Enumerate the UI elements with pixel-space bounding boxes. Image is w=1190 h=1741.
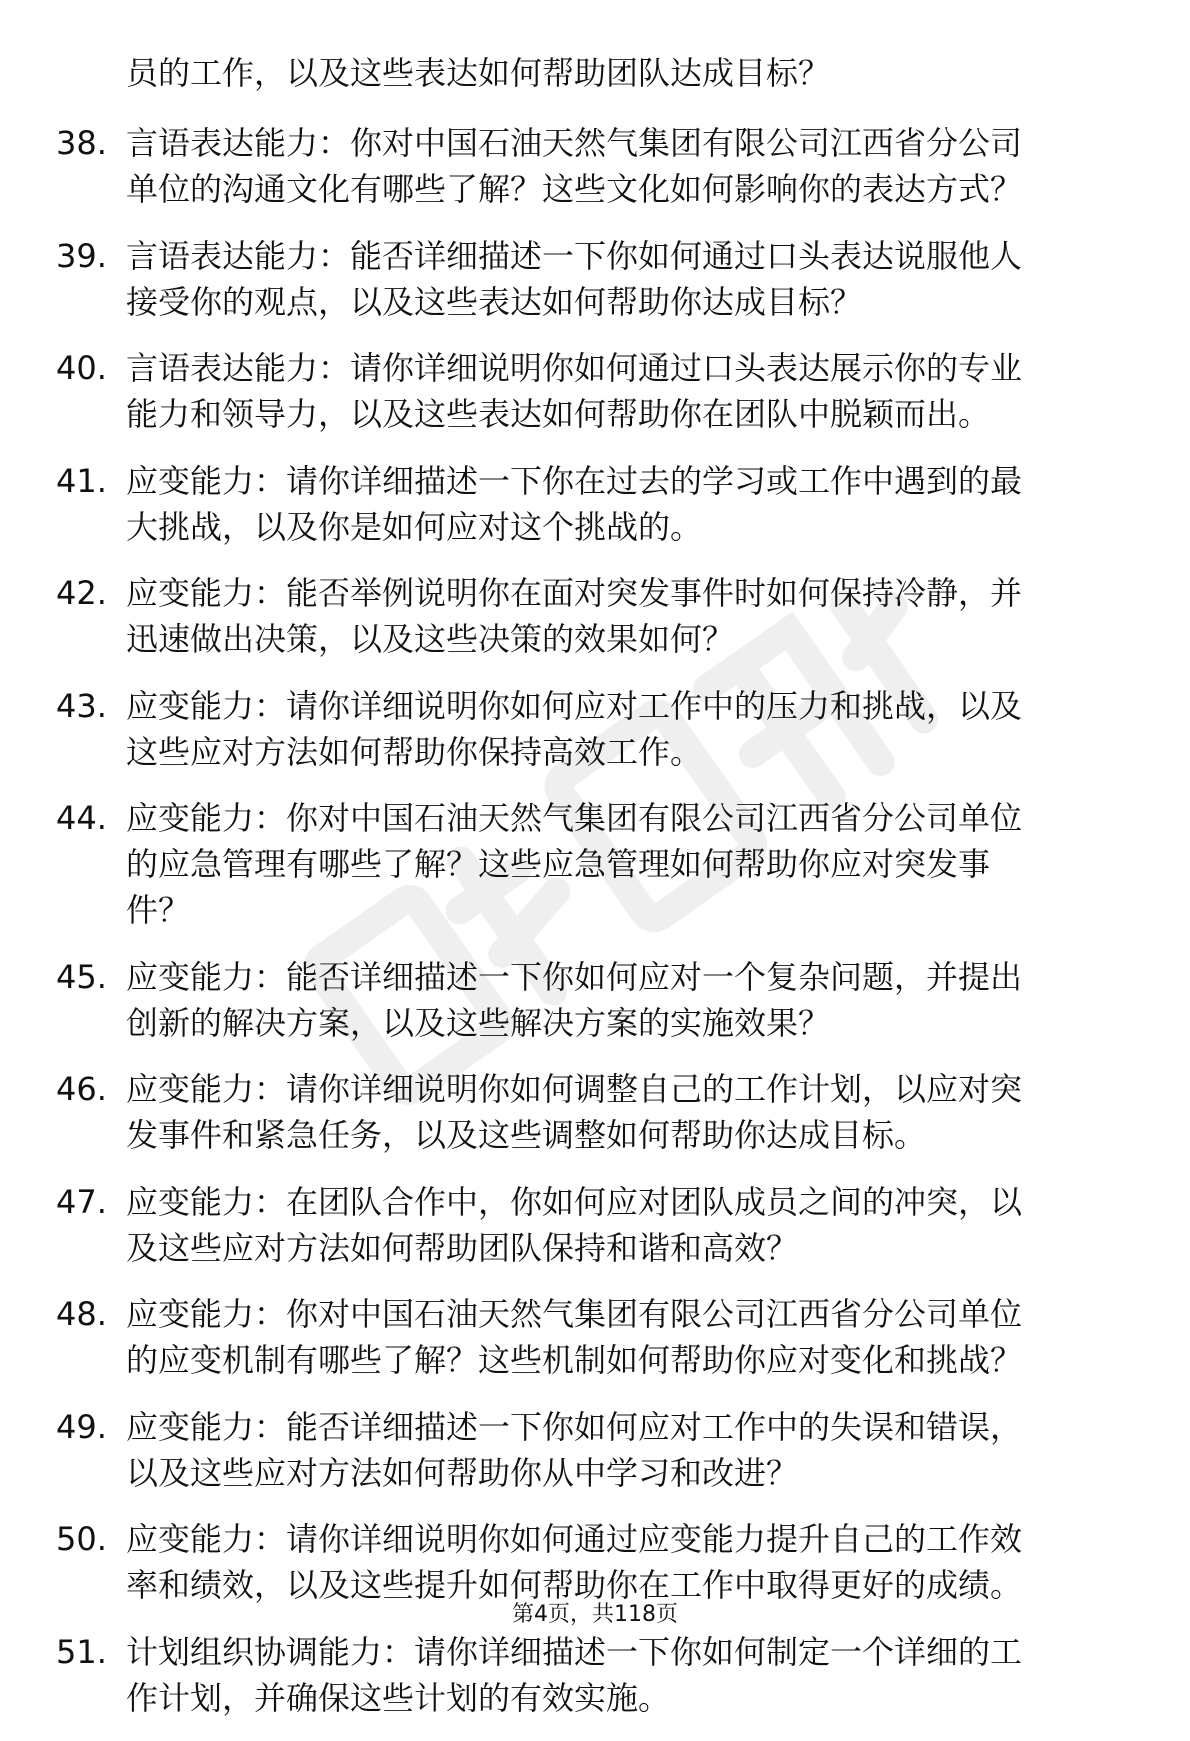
- question-text: 应变能力：请你详细说明你如何调整自己的工作计划，以应对突 发事件和紧急任务，以及这些调整如何帮助你达成目标。: [126, 1070, 1023, 1154]
- list-item: [0, 1629, 1190, 1721]
- list-item: [0, 683, 1190, 775]
- question-number: 43.: [56, 686, 107, 725]
- question-text: 应变能力：能否详细描述一下你如何应对工作中的失误和错误， 以及这些应对方法如何帮助你从中学习和改进？: [126, 1407, 1023, 1492]
- list-item: [0, 345, 1190, 437]
- question-text: 应变能力：在团队合作中，你如何应对团队成员之间的冲突，以 及这些应对方法如何帮助团队保持和谐和高效？: [126, 1182, 1023, 1267]
- question-text: 应变能力：请你详细说明你如何应对工作中的压力和挑战，以及 这些应对方法如何帮助你保持高效工作。: [126, 686, 1023, 771]
- question-text: 应变能力：你对中国石油天然气集团有限公司江西省分公司单位 的应急管理有哪些了解？这些应急管理如何帮助你应对突发事 件？: [126, 799, 1023, 929]
- question-number: 45.: [56, 957, 107, 996]
- question-number: 51.: [56, 1632, 107, 1671]
- question-number: 44.: [56, 799, 107, 837]
- question-text: 言语表达能力：你对中国石油天然气集团有限公司江西省分公司 单位的沟通文化有哪些了解？这些文化如何影响你的表达方式？: [126, 124, 1023, 208]
- question-number: 39.: [56, 236, 107, 275]
- continued-question-text: 员的工作，以及这些表达如何帮助团队达成目标？: [126, 54, 831, 92]
- question-number: 46.: [56, 1070, 107, 1108]
- question-text: 言语表达能力：能否详细描述一下你如何通过口头表达说服他人 接受你的观点，以及这些表达如何帮助你达成目标？: [126, 236, 1023, 321]
- question-text: 言语表达能力：请你详细说明你如何通过口头表达展示你的专业 能力和领导力，以及这些表达如何帮助你在团队中脱颖而出。: [126, 349, 1023, 433]
- list-item: [0, 954, 1190, 1046]
- question-number: 47.: [56, 1182, 107, 1221]
- list-item: [0, 795, 1190, 933]
- question-number: 42.: [56, 574, 107, 612]
- question-list: [0, 120, 1190, 1741]
- question-number: 48.: [56, 1295, 107, 1333]
- question-text: 应变能力：能否举例说明你在面对突发事件时如何保持冷静，并 迅速做出决策，以及这些决策的效果如何？: [126, 574, 1023, 658]
- question-number: 41.: [56, 461, 107, 500]
- list-item: [0, 570, 1190, 662]
- question-text: 计划组织协调能力：请你详细描述一下你如何制定一个详细的工 作计划，并确保这些计划的有效实施。: [126, 1632, 1023, 1717]
- list-item: [0, 1404, 1190, 1496]
- list-item: [0, 1291, 1190, 1383]
- question-number: 40.: [56, 349, 107, 387]
- question-number: 50.: [56, 1520, 107, 1558]
- question-text: 应变能力：请你详细描述一下你在过去的学习或工作中遇到的最 大挑战，以及你是如何应对这个挑战的。: [126, 461, 1023, 546]
- list-item: [0, 1066, 1190, 1158]
- question-text: 应变能力：你对中国石油天然气集团有限公司江西省分公司单位 的应变机制有哪些了解？这些机制如何帮助你应对变化和挑战？: [126, 1295, 1023, 1379]
- list-item: [0, 1516, 1190, 1608]
- list-item: [0, 1179, 1190, 1271]
- question-text: 应变能力：请你详细说明你如何通过应变能力提升自己的工作效 率和绩效，以及这些提升如何帮助你在工作中取得更好的成绩。: [126, 1520, 1023, 1604]
- list-item: [0, 233, 1190, 325]
- list-item: [0, 458, 1190, 550]
- question-text: 应变能力：能否详细描述一下你如何应对一个复杂问题，并提出 创新的解决方案，以及这些解决方案的实施效果？: [126, 957, 1023, 1042]
- question-number: 38.: [56, 124, 107, 162]
- question-number: 49.: [56, 1407, 107, 1446]
- list-item: [0, 120, 1190, 212]
- page-number-footer: 第4页，共118页: [512, 1602, 678, 1627]
